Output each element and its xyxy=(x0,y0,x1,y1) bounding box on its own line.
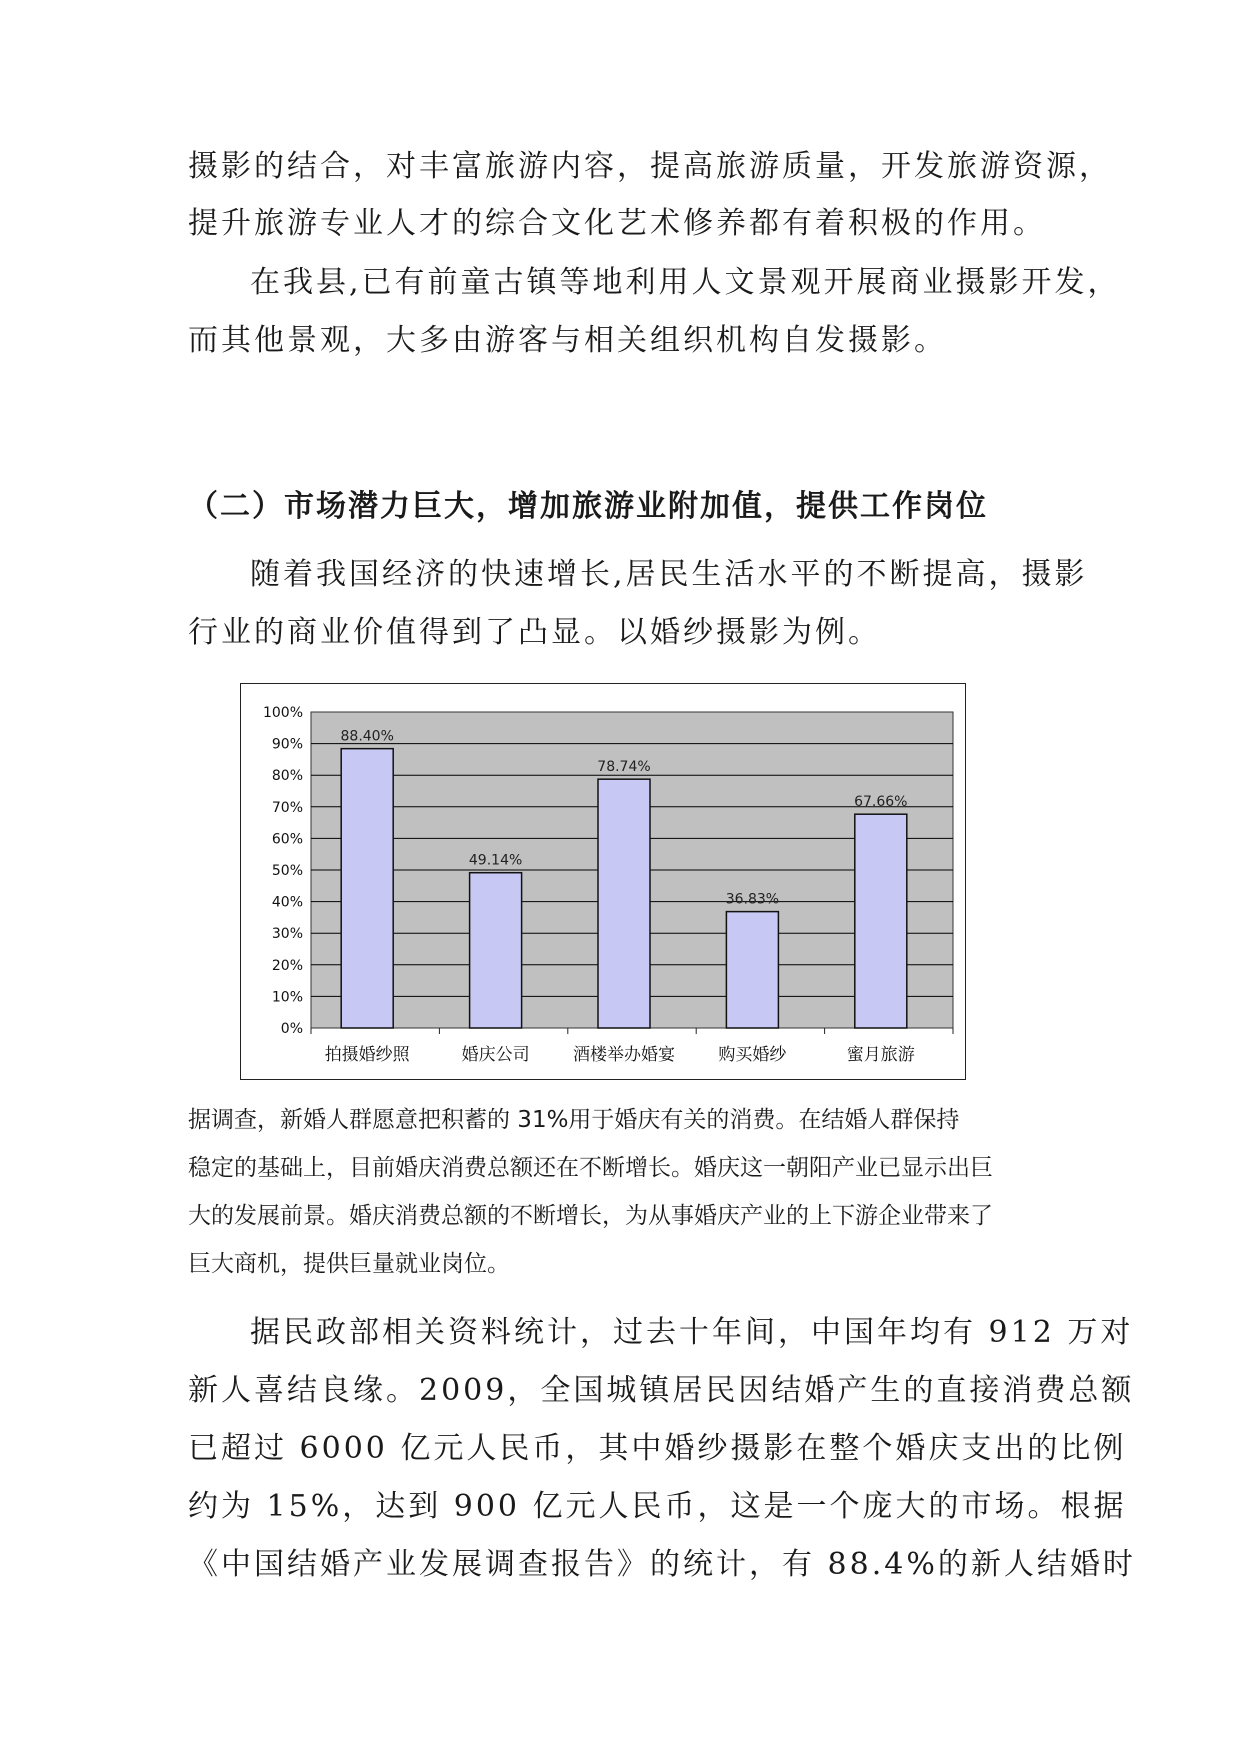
y-tick-label: 30% xyxy=(271,926,303,943)
data-label: 67.66% xyxy=(854,794,908,811)
paragraph-1-line-2: 提升旅游专业人才的综合文化艺术修养都有着积极的作用。 xyxy=(188,206,1046,241)
y-tick-label: 0% xyxy=(280,1021,303,1037)
y-tick-label: 50% xyxy=(271,863,303,879)
paragraph-4-line-2: 新人喜结良缘。2009，全国城镇居民因结婚产生的直接消费总额 xyxy=(188,1373,1135,1408)
y-tick-label: 80% xyxy=(271,768,303,785)
data-label: 36.83% xyxy=(725,891,780,908)
y-tick-label: 40% xyxy=(271,894,303,911)
x-tick-label: 拍摄婚纱照 xyxy=(324,1045,410,1065)
caption-line-4: 巨大商机，提供巨量就业岗位。 xyxy=(188,1251,510,1277)
paragraph-4-line-1: 据民政部相关资料统计，过去十年间，中国年均有 912 万对 xyxy=(250,1315,1134,1350)
paragraph-4-line-3: 已超过 6000 亿元人民币，其中婚纱摄影在整个婚庆支出的比例 xyxy=(188,1431,1127,1466)
bar xyxy=(341,749,393,1028)
caption-line-3: 大的发展前景。婚庆消费总额的不断增长，为从事婚庆产业的上下游企业带来了 xyxy=(188,1203,993,1229)
y-tick-label: 90% xyxy=(271,736,303,753)
y-tick-label: 10% xyxy=(271,989,303,1006)
bar-chart xyxy=(241,684,965,1079)
y-tick-label: 70% xyxy=(271,799,303,816)
x-tick-label: 蜜月旅游 xyxy=(846,1045,915,1065)
paragraph-4-line-5: 《中国结婚产业发展调查报告》的统计，有 88.4%的新人结婚时 xyxy=(188,1547,1136,1582)
x-tick-label: 酒楼举办婚宴 xyxy=(573,1045,675,1065)
bar xyxy=(598,779,650,1028)
caption-line-2: 稳定的基础上，目前婚庆消费总额还在不断增长。婚庆这一朝阳产业已显示出巨 xyxy=(188,1155,993,1181)
paragraph-2-line-1: 在我县,已有前童古镇等地利用人文景观开展商业摄影开发， xyxy=(250,265,1121,300)
y-tick-label: 100% xyxy=(262,705,303,721)
y-tick-label: 20% xyxy=(271,957,303,974)
bar xyxy=(470,873,522,1028)
paragraph-2-line-2: 而其他景观，大多由游客与相关组织机构自发摄影。 xyxy=(188,323,947,358)
y-tick-label: 60% xyxy=(271,831,303,848)
bar xyxy=(855,814,907,1028)
data-label: 78.74% xyxy=(597,759,651,776)
x-tick-label: 婚庆公司 xyxy=(461,1045,530,1065)
caption-line-1: 据调查，新婚人群愿意把积蓄的 31%用于婚庆有关的消费。在结婚人群保持 xyxy=(188,1107,960,1133)
section-heading: （二）市场潜力巨大，增加旅游业附加值，提供工作岗位 xyxy=(188,489,988,524)
paragraph-4-line-4: 约为 15%，达到 900 亿元人民币，这是一个庞大的市场。根据 xyxy=(188,1489,1127,1524)
data-label: 88.40% xyxy=(340,728,394,745)
paragraph-3-line-2: 行业的商业价值得到了凸显。以婚纱摄影为例。 xyxy=(188,615,881,650)
bar-chart-frame xyxy=(240,683,966,1080)
x-tick-label: 购买婚纱 xyxy=(718,1045,787,1065)
data-label: 49.14% xyxy=(468,852,523,869)
paragraph-1-line-1: 摄影的结合，对丰富旅游内容，提高旅游质量，开发旅游资源， xyxy=(188,149,1112,184)
bar xyxy=(726,912,778,1028)
paragraph-3-line-1: 随着我国经济的快速增长,居民生活水平的不断提高，摄影 xyxy=(250,557,1088,592)
